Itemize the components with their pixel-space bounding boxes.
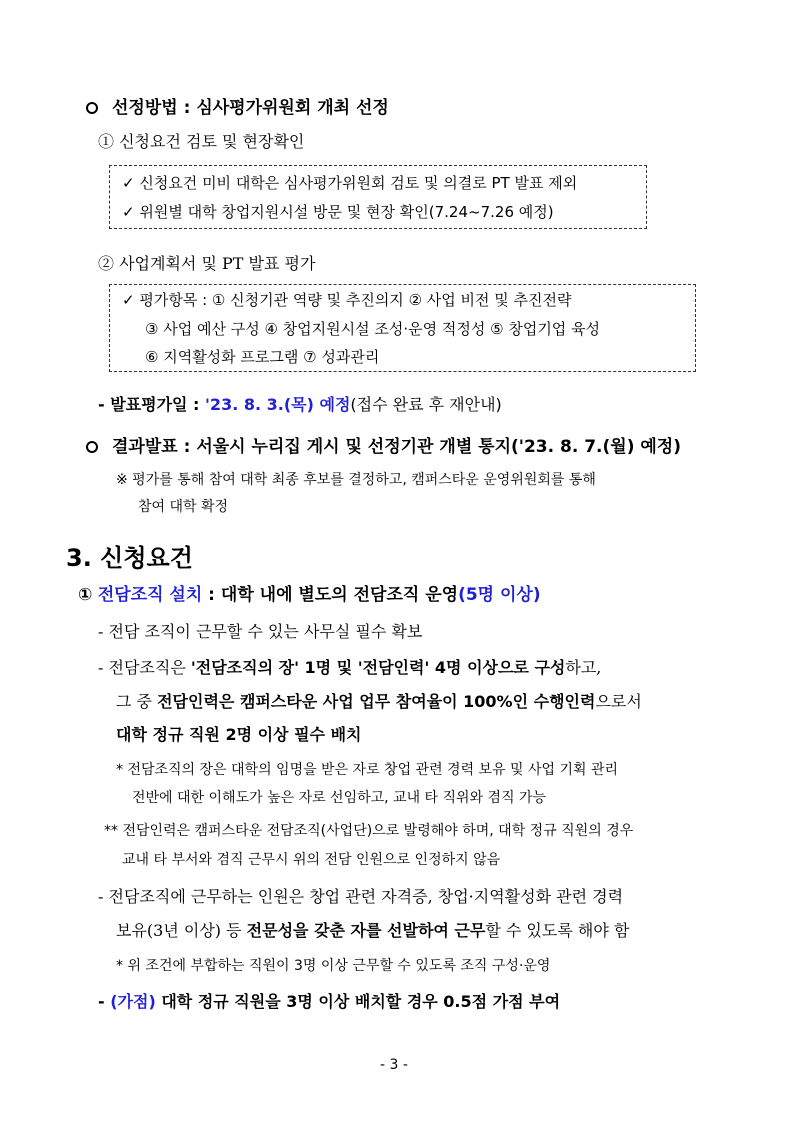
box1-line2: ✓ 위원별 대학 창업지원시설 방문 및 현장 확인(7.24~7.26 예정) bbox=[122, 203, 554, 221]
box2-line3: ⑥ 지역활성화 프로그램 ⑦ 성과관리 bbox=[145, 348, 380, 366]
method-step2: ② 사업계획서 및 PT 발표 평가 bbox=[98, 254, 316, 273]
req-bullet-4: - (가점) 대학 정규 직원을 3명 이상 배치할 경우 0.5점 가점 부여 bbox=[98, 992, 561, 1011]
req-note-1b: 전반에 대한 이해도가 높은 자로 선임하고, 교내 타 직위와 겸직 가능 bbox=[132, 790, 547, 806]
req-note-2b: 교내 타 부서와 겸직 근무시 위의 전담 인원으로 인정하지 않음 bbox=[122, 852, 501, 868]
req-bullet-2-line2: 그 중 전담인력은 캠퍼스타운 사업 업무 참여율이 100%인 수행인력으로서 bbox=[116, 692, 642, 711]
pt-date: - 발표평가일 : '23. 8. 3.(목) 예정(접수 완료 후 재안내) bbox=[98, 395, 502, 414]
box2-line2: ③ 사업 예산 구성 ④ 창업지원시설 조성·운영 적정성 ⑤ 창업기업 육성 bbox=[145, 320, 601, 338]
req-bullet-1: - 전담 조직이 근무할 수 있는 사무실 필수 확보 bbox=[98, 622, 423, 641]
section-3-heading: 3. 신청요건 bbox=[66, 544, 193, 572]
box2-line1: ✓ 평가항목 : ① 신청기관 역량 및 추진의지 ② 사업 비전 및 추진전략 bbox=[122, 291, 572, 309]
req-bullet-3-line1: - 전담조직에 근무하는 인원은 창업 관련 자격증, 창업·지역활성화 관련 경력 bbox=[98, 887, 624, 906]
req-bullet-2-line1: - 전담조직은 '전담조직의 장' 1명 및 '전담인력' 4명 이상으로 구성하고, bbox=[98, 658, 602, 677]
req-note-3: * 위 조건에 부합하는 직원이 3명 이상 근무할 수 있도록 조직 구성·운영 bbox=[116, 958, 551, 974]
req-note-1a: * 전담조직의 장은 대학의 임명을 받은 자로 창업 관련 경력 보유 및 사업 기획 관리 bbox=[116, 762, 619, 778]
req-bullet-2-line3: 대학 정규 직원 2명 이상 필수 배치 bbox=[116, 725, 362, 744]
req-bullet-3-line2: 보유(3년 이상) 등 전문성을 갖춘 자를 선발하여 근무할 수 있도록 해야 함 bbox=[116, 921, 630, 940]
result-heading: 결과발표 : 서울시 누리집 게시 및 선정기관 개별 통지('23. 8. 7.(월) 예정) bbox=[86, 432, 681, 457]
circle-bullet-icon bbox=[86, 102, 98, 114]
result-note-1: ※ 평가를 통해 참여 대학 최종 후보를 결정하고, 캠퍼스타운 운영위원회를 통해 bbox=[116, 472, 596, 488]
method-step1: ① 신청요건 검토 및 현장확인 bbox=[98, 132, 305, 151]
req-note-2a: ** 전담인력은 캠퍼스타운 전담조직(사업단)으로 발령해야 하며, 대학 정규 직원의 경우 bbox=[104, 823, 634, 839]
method-heading: 선정방법 : 심사평가위원회 개최 선정 bbox=[86, 93, 389, 118]
result-note-2: 참여 대학 확정 bbox=[138, 499, 229, 515]
page-number: - 3 - bbox=[380, 1057, 408, 1073]
circle-bullet-icon bbox=[86, 441, 98, 453]
box1-line1: ✓ 신청요건 미비 대학은 심사평가위원회 검토 및 의결로 PT 발표 제외 bbox=[122, 174, 578, 192]
requirement-1: ① 전담조직 설치 : 대학 내에 별도의 전담조직 운영(5명 이상) bbox=[78, 585, 541, 605]
